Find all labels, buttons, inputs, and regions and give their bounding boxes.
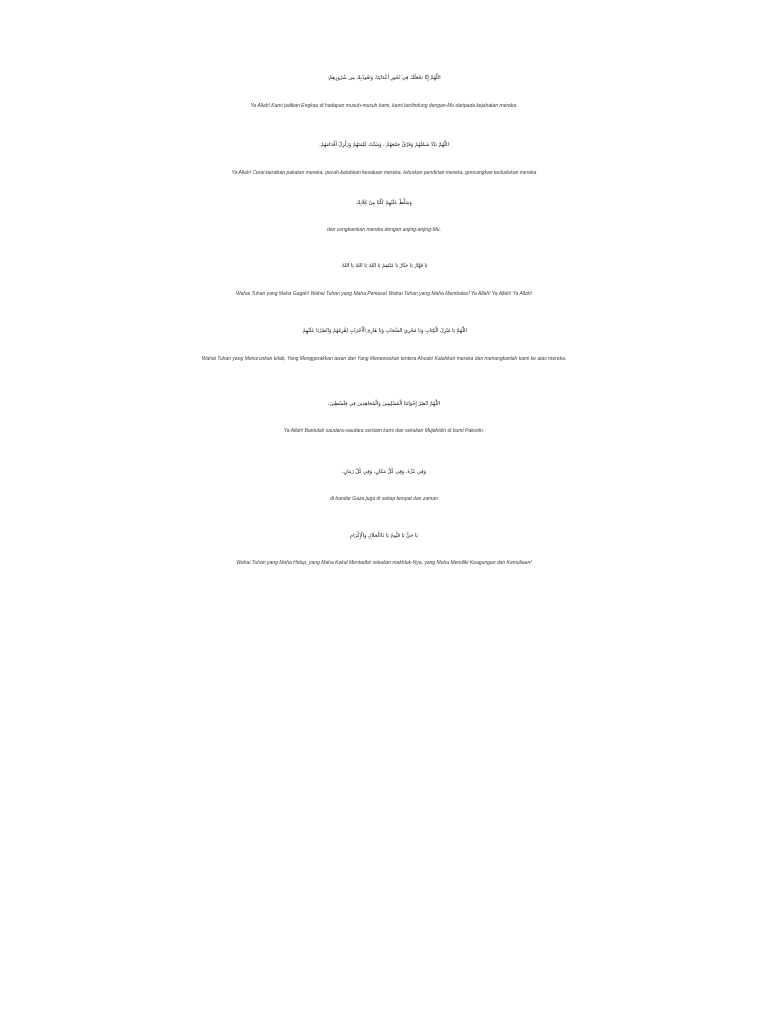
verse-7-translation: di bandar Gaza juga di setiap tempat dan zaman [330, 496, 438, 502]
verse-7-arabic: وَفِي غَزَّةَ، وَفِي كُلِّ مَكَانٍ، وَفِي كُلِّ زَمَانٍ، [341, 469, 427, 475]
verse-1-arabic: اللَّهُمَّ إِنَّا نَجْعَلُكَ فِي نُحُورِ أَعْدَائِنَا، وَنَعُوذُبِكَ مِن شُرُورِهِمْ، [327, 75, 441, 81]
verse-6-arabic: اللَّهُمَّ انْصُرْ إِخْوَانَنَا الْمُسْلِمِينَ وَالْمُجَاهِدِينَ فِي فِلَسْطِينَ، [327, 401, 441, 407]
verse-4-arabic: يَا قَهَّارُ يَا جَبَّارُ يَا مُنْتَقِمُ يَا اللهُ يَا اللهُ يَا اللهُ. [340, 263, 428, 269]
verse-2-translation: Ya Allah! Cerai-beraikan pakatan mereka, pecah-belahkan kesatuan mereka, leburkan pendirian mereka, goncangkan kedudukan mereka [231, 170, 537, 176]
verse-3-translation: dan cengkamkan mereka dengan anjing-anjing-Mu. [327, 227, 441, 233]
verse-1-translation: Ya Allah! Kami jadikan Engkau di hadapan musuh-musuh kami, kami berlindung dengan-Mu daripada kejahatan mereka. [250, 103, 518, 109]
verse-2-arabic: اللَّهُمَّ بَدِّدْ شَمْلَهُمْ وَفَرِّقْ جَمْعَهُمْ ، وَشَتِّتْ كَلِمَتَهُمْ وَزَلْزِلْ أَقْدَامَهُمْ، [319, 142, 449, 148]
verse-8-translation: Wahai Tuhan yang Maha Hidup, yang Maha Kekal Mentadbir sekalian makhluk-Nya, yang Maha Memiliki Keagungan dan Kemuliaan! [236, 560, 532, 566]
verse-3-arabic: وَسَلِّطْ عَلَيْهِمْ كَلْبًا مِنْ كِلَابِكَ [356, 200, 412, 206]
verse-6-translation: Ya Allah! Bantulah saudara-saudara seislam kami dan sekalian Mujahidin di bumi Palestin. [283, 428, 485, 434]
verse-5-translation: Wahai Tuhan yang Menurunkan kitab, Yang Menggerakkan awan dan Yang Menewaskan tentera Ahzab! Kalahkan mereka dan menangkanlah kami ke atas mereka. [201, 356, 567, 362]
verse-4-translation: Wahai Tuhan yang Maha Gagah! Wahai Tuhan yang Maha Perkasa! Wahai Tuhan yang Maha Membalas! Ya Allah! Ya Allah! Ya Allah! [235, 291, 532, 297]
verse-5-arabic: اللَّهُمَّ يَا مُنْزِلَ الْكِتَابِ وَيَا مُجْرِيَ السَّحَابِ وَيَا هَازِمَ الْأَحْزَابِ اِهْزِمْهُمْ وَانْصُرْنَا عَلَيْهِمْ. [301, 328, 467, 334]
verse-8-arabic: يَا حَيُّ يَا قَيُّومُ يَا ذَاالْجَلَالِ وَالْإِكْرَامِ [350, 533, 418, 539]
